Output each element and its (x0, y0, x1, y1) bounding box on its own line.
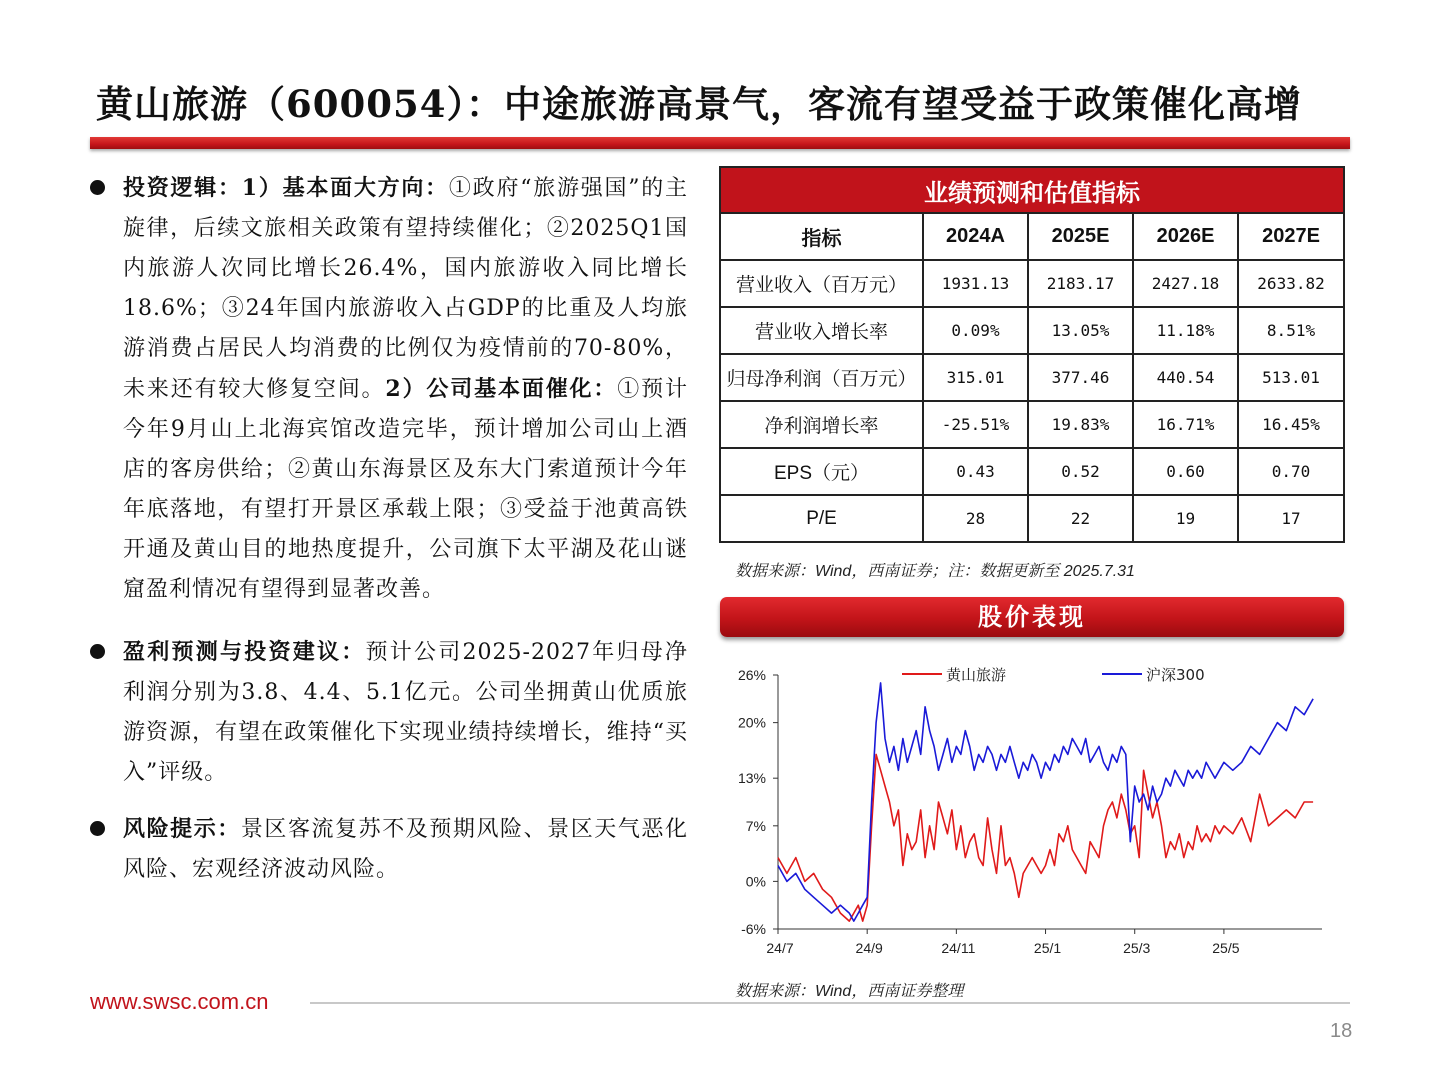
series-line-hs300 (778, 683, 1313, 921)
table-cell: 0.43 (923, 448, 1028, 495)
legend-label: 黄山旅游 (946, 666, 1007, 684)
table-cell: 13.05% (1028, 307, 1133, 354)
y-tick-label: 7% (745, 817, 766, 834)
bullet-dot (90, 180, 105, 195)
bullet-text: 景区客流复苏不及预期风险、景区天气恶化风险、宏观经济波动风险。 (123, 817, 688, 882)
table-cell: 28 (923, 495, 1028, 542)
table-row (720, 260, 1344, 307)
x-tick-label: 25/5 (1212, 940, 1240, 956)
table-cell: 16.45% (1238, 401, 1344, 448)
header-cell: 指标 (720, 213, 923, 260)
chart-source-note: 数据来源：Wind，西南证券整理 (735, 983, 964, 1000)
table-cell: 8.51% (1238, 307, 1344, 354)
table-cell: 11.18% (1133, 307, 1238, 354)
table-cell: 1931.13 (923, 260, 1028, 307)
table-header-row (720, 213, 1344, 260)
row-label: 归母净利润（百万元） (720, 354, 923, 401)
header-cell: 2027E (1238, 213, 1344, 260)
table-cell: 16.71% (1133, 401, 1238, 448)
table-row (720, 495, 1344, 542)
y-tick-label: -6% (741, 921, 766, 937)
series-line-huangshan (778, 754, 1313, 921)
x-tick-label: 24/7 (766, 940, 794, 956)
table-caption: 业绩预测和估值指标 (720, 167, 1344, 213)
bullet-label: 盈利预测与投资建议： (123, 639, 366, 665)
price-section-banner: 股价表现 (720, 597, 1344, 637)
y-tick-label: 26% (737, 667, 766, 683)
table-cell: 22 (1028, 495, 1133, 542)
bullet-text: ①政府“旅游强国”的主旋律，后续文旅相关政策有望持续催化；②2025Q1国内旅游人次同比增长26.4%，国内旅游收入同比增长18.6%；③24年国内旅游收入占GDP的比重及人均旅游消费占居民人均消费的比例仅为疫情前的70-80%，未来还有较大修复空间。 (123, 176, 688, 402)
bullet-subtext: ①预计今年9月山上北海宾馆改造完毕，预计增加公司山上酒店的客房供给；②黄山东海景区及东大门索道预计今年年底落地，有望打开景区承载上限；③受益于池黄高铁开通及黄山目的地热度提升，公司旗下太平湖及花山谜窟盈利情况有望得到显著改善。 (123, 377, 688, 602)
table-cell: 440.54 (1133, 354, 1238, 401)
table-cell: 377.46 (1028, 354, 1133, 401)
table-cell: 513.01 (1238, 354, 1344, 401)
bullet-label: 风险提示： (123, 816, 241, 842)
table-row (720, 354, 1344, 401)
bullet-label: 投资逻辑：1）基本面大方向： (123, 175, 449, 201)
table-cell: 2183.17 (1028, 260, 1133, 307)
row-label: 净利润增长率 (720, 401, 923, 448)
x-tick-label: 25/1 (1033, 940, 1062, 956)
table-cell: 2633.82 (1238, 260, 1344, 307)
row-label: EPS（元） (720, 448, 923, 495)
row-label: 营业收入（百万元） (720, 260, 923, 307)
y-tick-label: 20% (737, 714, 766, 731)
stock-price-chart (720, 655, 1340, 965)
analysis-bullets (88, 168, 688, 890)
table-cell: 2427.18 (1133, 260, 1238, 307)
bullet-investment-logic (88, 168, 688, 610)
bullet-text: 预计公司2025-2027年归母净利润分别为3.8、4.4、5.1亿元。公司坐拥黄山优质旅游资源，有望在政策催化下实现业绩持续增长，维持“买入”评级。 (123, 640, 688, 785)
footer-url[interactable]: www.swsc.com.cn (90, 989, 269, 1014)
title-underline-bar (90, 137, 1350, 149)
y-tick-label: 13% (737, 770, 766, 787)
y-tick-label: 0% (745, 873, 766, 890)
bullet-risk-warning (88, 809, 688, 890)
table-cell: 315.01 (923, 354, 1028, 401)
x-tick-label: 24/11 (941, 940, 976, 956)
page-title: 黄山旅游（600054）：中途旅游高景气，客流有望受益于政策催化高增 (96, 82, 1302, 126)
row-label: P/E (720, 495, 923, 542)
page-number: 18 (1330, 1020, 1353, 1042)
legend-label: 沪深300 (1146, 666, 1205, 684)
table-cell: 0.09% (923, 307, 1028, 354)
footer-divider (310, 1002, 1350, 1004)
bullet-dot (90, 644, 105, 659)
table-source-note: 数据来源：Wind，西南证券；注：数据更新至 2025.7.31 (735, 563, 1135, 580)
x-tick-label: 24/9 (855, 940, 883, 956)
table-cell: 19.83% (1028, 401, 1133, 448)
row-label: 营业收入增长率 (720, 307, 923, 354)
bullet-sublabel: 2）公司基本面催化： (385, 376, 618, 402)
bullet-profit-forecast (88, 632, 688, 793)
forecast-table (719, 166, 1345, 543)
table-cell: 0.60 (1133, 448, 1238, 495)
table-cell: 0.52 (1028, 448, 1133, 495)
table-cell: -25.51% (923, 401, 1028, 448)
bullet-dot (90, 821, 105, 836)
table-row (720, 307, 1344, 354)
header-cell: 2024A (923, 213, 1028, 260)
header-cell: 2025E (1028, 213, 1133, 260)
table-row (720, 401, 1344, 448)
table-cell: 17 (1238, 495, 1344, 542)
table-cell: 19 (1133, 495, 1238, 542)
table-cell: 0.70 (1238, 448, 1344, 495)
table-row (720, 448, 1344, 495)
x-tick-label: 25/3 (1123, 940, 1151, 956)
header-cell: 2026E (1133, 213, 1238, 260)
